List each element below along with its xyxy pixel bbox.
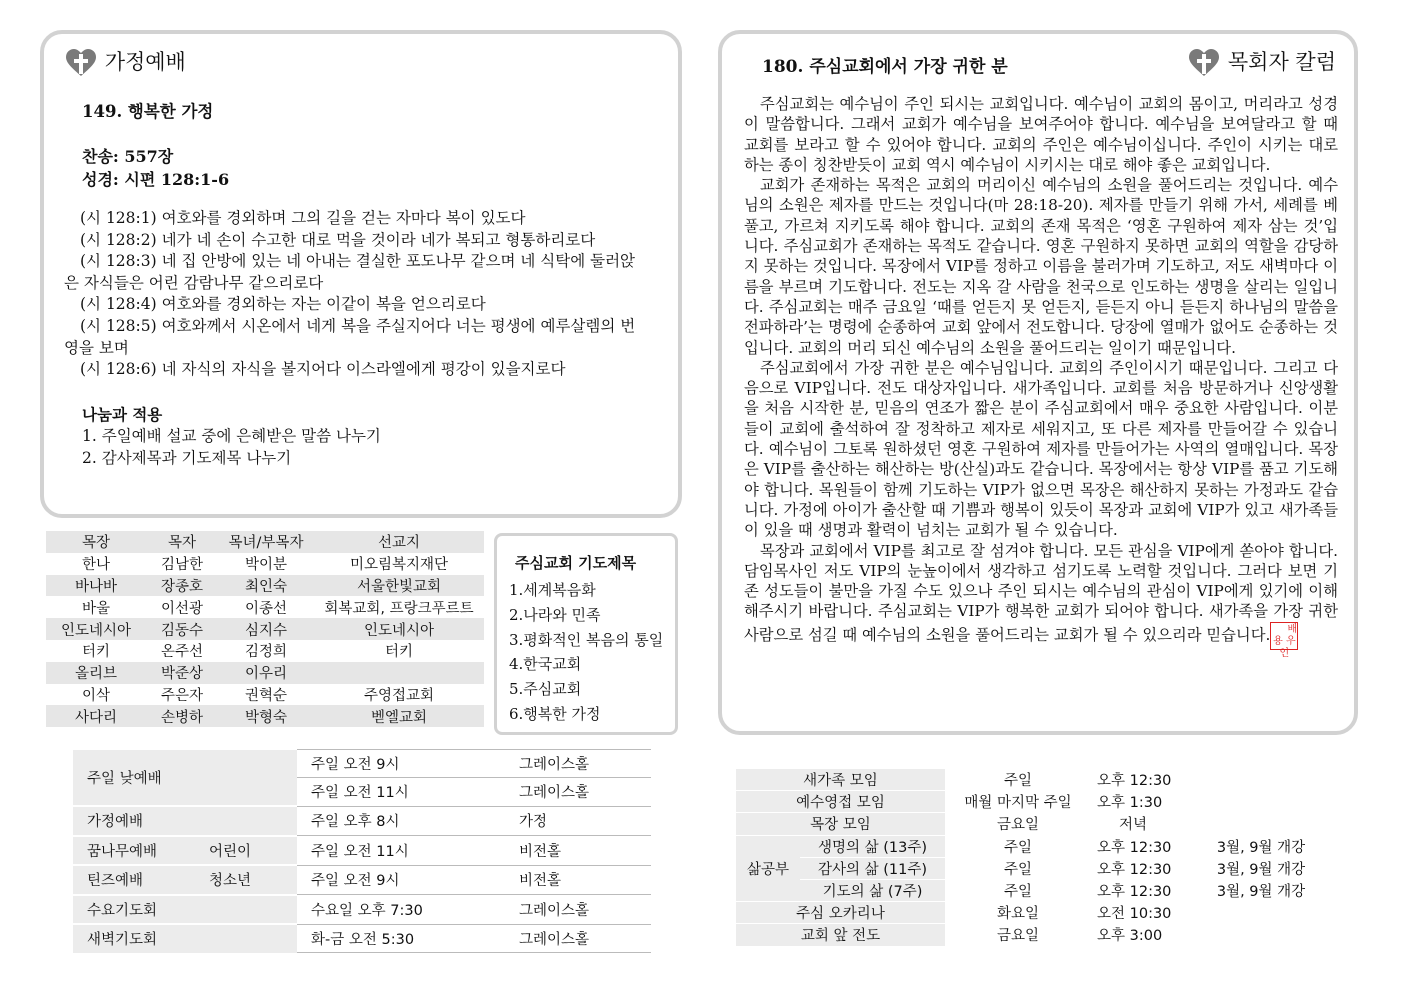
table-row	[46, 618, 484, 640]
group-time: 오전 10:30	[1091, 902, 1201, 924]
group-name: 예수영접 모임	[736, 791, 945, 813]
service-time: 수요일 오후 7:30	[297, 895, 505, 925]
worship-schedule-table	[73, 748, 651, 953]
sharing-title: 나눔과 적용	[82, 404, 163, 424]
verse-list	[64, 208, 636, 381]
service-name: 새벽기도회	[73, 924, 195, 953]
mokja-cell: 심지수	[218, 618, 314, 640]
service-name: 가정예배	[73, 806, 195, 836]
mokjang-table	[46, 531, 484, 727]
column-body	[744, 94, 1338, 659]
life-study-label: 삶공부	[736, 835, 800, 902]
mokja-cell: 박형숙	[218, 705, 314, 727]
family-worship-label: 가정예배	[104, 50, 186, 74]
group-note	[1201, 791, 1321, 813]
group-day: 주일	[945, 857, 1091, 879]
mokjang-cell: 올리브	[46, 662, 146, 684]
mission-cell: 인도네시아	[314, 618, 484, 640]
mission-cell: 터키	[384, 644, 413, 661]
prayer-list	[509, 578, 663, 727]
service-sub: 어린이	[195, 836, 297, 866]
table-row	[46, 553, 484, 575]
mokja-cell: 이종선	[244, 600, 288, 617]
group-day: 주일	[945, 769, 1091, 791]
service-place: 그레이스홀	[505, 924, 651, 953]
mission-cell	[314, 662, 484, 684]
group-time: 저녁	[1091, 813, 1201, 835]
mokjang-cell: 인도네시아	[46, 618, 146, 640]
group-name: 목장 모임	[736, 813, 945, 835]
group-note: 3월, 9월 개강	[1201, 879, 1321, 901]
prayer-title: 주심교회 기도제목	[515, 554, 637, 572]
table-row	[46, 596, 484, 618]
mission-cell: 미오림복지재단	[349, 557, 449, 574]
family-worship-header	[64, 46, 186, 78]
table-row	[46, 684, 484, 706]
group-note: 3월, 9월 개강	[1201, 857, 1321, 879]
mokja-cell: 장종호	[146, 575, 218, 597]
group-time: 오후 12:30	[1091, 769, 1201, 791]
group-time: 오후 1:30	[1091, 791, 1201, 813]
mokja-cell: 이선광	[160, 600, 204, 617]
mokja-cell: 박이분	[244, 557, 288, 574]
column-paragraph-1: 주심교회는 예수님이 주인 되시는 교회입니다. 예수님이 교회의 몸이고, 머리라고 성경이 말씀합니다. 그래서 교회가 예수님을 보여주어야 합니다. 예수님을 보여달라고 할 때 교회를 보라고 할 수 있어야 합니다. 교회의 주인은 예수님이십니다. 주인이 시키는 대로 하는 종이 칭찬받듯이 교회 역시 예수님이 시키시는 대로 해야 좋은 교회입니다.	[744, 95, 1338, 174]
service-name: 주일 낮예배	[73, 749, 195, 806]
list-item: 1.세계복음화	[509, 581, 596, 599]
group-note	[1201, 769, 1321, 791]
pastor-column-header	[1187, 46, 1336, 78]
group-day: 주일	[945, 879, 1091, 901]
mokja-cell: 주은자	[160, 687, 204, 704]
verse-2: (시 128:2) 네가 네 손이 수고한 대로 먹을 것이라 네가 복되고 형통하리로다	[80, 230, 596, 249]
column-header: 목장	[46, 531, 146, 553]
column-header: 목자	[146, 531, 218, 553]
table-row	[736, 902, 1321, 924]
mokjang-cell: 한나	[81, 557, 110, 574]
group-name: 감사의 삶 (11주)	[800, 857, 945, 879]
table-row	[736, 769, 1321, 791]
group-day: 화요일	[945, 902, 1091, 924]
group-time: 오후 3:00	[1091, 924, 1201, 946]
service-sub: 청소년	[195, 865, 297, 895]
mokja-cell: 박준상	[146, 662, 218, 684]
hymn-label: 찬송: 557장	[82, 147, 174, 166]
group-note	[1201, 813, 1321, 835]
sharing-item: 1. 주일예배 설교 중에 은혜받은 말씀 나누기	[82, 426, 381, 445]
mission-cell: 주영접교회	[363, 687, 435, 704]
verse-3: (시 128:3) 네 집 안방에 있는 네 아내는 결실한 포도나무 같으며 네 식탁에 둘러앉은 자식들은 어린 감람나무 같으리로다	[64, 252, 636, 292]
small-groups-table	[736, 768, 1321, 946]
pastor-column-box	[718, 30, 1358, 735]
table-row	[73, 806, 651, 836]
mokjang-cell: 사다리	[46, 705, 146, 727]
list-item: 4.한국교회	[509, 655, 582, 674]
service-sub	[195, 806, 297, 836]
prayer-topics-box	[494, 533, 678, 735]
group-time: 오후 12:30	[1091, 835, 1201, 857]
group-day: 주일	[945, 835, 1091, 857]
service-sub	[195, 895, 297, 925]
service-place: 그레이스홀	[505, 749, 651, 778]
column-paragraph-2: 교회가 존재하는 목적은 교회의 머리이신 예수님의 소원을 풀어드리는 것입니다. 예수님의 소원은 제자를 만드는 것입니다(마 28:18-20). 제자를 만들기 위해 가서, 세례를 베풀고, 가르쳐 지키도록 해야 합니다. 교회의 존재 목적은 ‘영혼 구원하여 제자 삼는 것’입니다. 주심교회가 존재하는 목적도 같습니다. 영혼 구원하지 못하면 교회의 역할을 감당하지 못하는 것입니다. 목장에서 VIP를 정하고 이름을 불러가며 기도하고, 저도 새벽마다 이름을 부르며 기도합니다. 전도는 지옥 갈 사람을 천국으로 인도하는 생명을 살리는 일입니다. 주심교회는 매주 금요일 ‘때를 얻든지 못 얻든지, 듣든지 아니 듣든지 하나님의 말씀을 전파하라’는 명령에 순종하여 교회 앞에서 전도합니다. 당장에 열매가 없어도 순종하는 것입니다. 교회의 머리 되신 예수님의 소원을 풀어드리는 일이기 때문입니다.	[744, 176, 1338, 357]
verse-5: (시 128:5) 여호와께서 시온에서 네게 복을 주실지어다 너는 평생에 예루살렘의 번영을 보며	[64, 316, 636, 357]
group-day: 금요일	[945, 924, 1091, 946]
column-paragraph-4	[744, 541, 1338, 659]
service-place: 그레이스홀	[505, 895, 651, 925]
mokjang-cell: 바나바	[46, 575, 146, 597]
list-item: 5.주심교회	[509, 680, 582, 699]
service-time: 주일 오후 8시	[297, 806, 505, 836]
list-item: 6.행복한 가정	[509, 704, 601, 723]
service-time: 주일 오전 11시	[297, 836, 505, 866]
service-sub	[195, 924, 297, 953]
service-place: 그레이스홀	[505, 778, 651, 807]
verse-6: (시 128:6) 네 자식의 자식을 볼지어다 이스라엘에게 평강이 있을지로다	[80, 360, 566, 379]
table-row	[46, 705, 484, 727]
table-row	[736, 813, 1321, 835]
column-title: 180. 주심교회에서 가장 귀한 분	[762, 57, 1008, 77]
group-name: 기도의 삶 (7주)	[800, 879, 945, 901]
heart-cross-icon	[1187, 48, 1221, 78]
service-name: 수요기도회	[73, 895, 195, 925]
table-header-row	[46, 531, 484, 553]
service-place: 비전홀	[505, 836, 651, 866]
table-row	[736, 857, 1321, 879]
service-place: 가정	[505, 806, 651, 836]
service-time: 화-금 오전 5:30	[297, 924, 505, 953]
table-row	[736, 791, 1321, 813]
sharing-item: 2. 감사제목과 기도제목 나누기	[82, 448, 292, 467]
mokja-cell: 김남한	[160, 557, 204, 574]
group-name: 생명의 삶 (13주)	[800, 835, 945, 857]
seal-stamp: 배용 우인	[1270, 622, 1298, 650]
table-row	[736, 835, 1321, 857]
column-header: 목녀/부목자	[218, 531, 314, 553]
group-note	[1201, 902, 1321, 924]
scripture-label: 성경: 시편 128:1-6	[82, 170, 230, 189]
table-row	[46, 575, 484, 597]
mokja-cell: 온주선	[160, 644, 204, 661]
column-paragraph-4-text: 목장과 교회에서 VIP를 최고로 잘 섬겨야 합니다. 모든 관심을 VIP에게 쏟아야 합니다. 담임목사인 저도 VIP의 눈높이에서 생각하고 섬기도록 노력할 것입니다. 그러다 보면 기존 성도들이 불만을 가질 수도 있으나 주인 되시는 예수님의 관심이 VIP에게 있기에 이해해주시기 바랍니다. 주심교회는 VIP가 행복한 교회가 되어야 합니다. 새가족을 가장 귀한 사람으로 섬길 때 예수님의 소원을 풀어드리는 교회가 될 수 있으리라 믿습니다.	[744, 541, 1338, 644]
pastor-column-label: 목회자 칼럼	[1227, 50, 1336, 74]
mokjang-cell: 이삭	[81, 687, 110, 704]
column-header: 선교지	[314, 531, 484, 553]
table-row	[73, 749, 651, 778]
service-time: 주일 오전 9시	[297, 749, 505, 778]
group-name: 새가족 모임	[736, 769, 945, 791]
column-paragraph-3: 주심교회에서 가장 귀한 분은 예수님입니다. 교회의 주인이시기 때문입니다. 그리고 다음으로 VIP입니다. 전도 대상자입니다. 새가족입니다. 교회를 처음 방문하거나 신앙생활을 처음 시작한 분, 믿음의 연조가 짧은 분이 주심교회에서 매우 중요한 사람입니다. 이분들이 교회에 출석하여 잘 정착하고 제자로 세워지고, 또 다른 제자를 만들어갈 수 있습니다. 예수님이 그토록 원하셨던 영혼 구원하여 제자를 만들어가는 사역의 열매입니다. 목장은 VIP를 출산하는 해산하는 방(산실)과도 같습니다. 목장에서는 항상 VIP를 품고 기도해야 합니다. 목원들이 함께 기도하는 VIP가 없으면 목장은 해산하지 못하는 가정과도 같습니다. 가정에 아이가 출산할 때 기쁨과 행복이 있듯이 목장과 교회에 VIP가 있고 새가족들이 있을 때 생명과 활력이 넘치는 교회가 될 수 있습니다.	[744, 358, 1338, 540]
service-place: 비전홀	[505, 865, 651, 895]
table-row	[73, 924, 651, 953]
mokjang-cell: 바울	[81, 600, 110, 617]
table-row	[46, 640, 484, 662]
mokja-cell: 이우리	[218, 662, 314, 684]
table-row	[73, 865, 651, 895]
sharing-list	[82, 425, 672, 469]
group-day: 금요일	[945, 813, 1091, 835]
group-time: 오후 12:30	[1091, 879, 1201, 901]
group-note: 3월, 9월 개강	[1201, 835, 1321, 857]
table-row	[736, 879, 1321, 901]
service-time: 주일 오전 11시	[297, 778, 505, 807]
verse-4: (시 128:4) 여호와를 경외하는 자는 이같이 복을 얻으리로다	[80, 295, 486, 314]
mission-cell: 서울한빛교회	[314, 575, 484, 597]
list-item: 2.나라와 민족	[509, 605, 601, 624]
mokja-cell: 손병하	[146, 705, 218, 727]
family-worship-box	[40, 30, 682, 518]
group-time: 오후 12:30	[1091, 857, 1201, 879]
family-title: 149. 행복한 가정	[82, 102, 214, 121]
table-row	[73, 836, 651, 866]
verse-1: (시 128:1) 여호와를 경외하며 그의 길을 걷는 자마다 복이 있도다	[80, 209, 526, 227]
service-sub	[195, 749, 297, 806]
mokja-cell: 김정희	[244, 644, 288, 661]
table-row	[73, 895, 651, 925]
mission-cell: 회복교회, 프랑크푸르트	[324, 600, 474, 617]
mokja-cell: 김동수	[146, 618, 218, 640]
mokja-cell: 최인숙	[218, 575, 314, 597]
list-item: 3.평화적인 복음의 통일	[509, 630, 664, 649]
table-row	[736, 924, 1321, 946]
service-name: 틴즈예배	[73, 865, 195, 895]
table-row	[46, 662, 484, 684]
mokja-cell: 권혁순	[244, 687, 288, 704]
mission-cell: 벧엘교회	[314, 705, 484, 727]
group-day: 매월 마지막 주일	[945, 791, 1091, 813]
mokjang-cell: 터키	[81, 644, 110, 661]
service-name: 꿈나무예배	[73, 836, 195, 866]
group-name: 주심 오카리나	[736, 902, 945, 924]
service-time: 주일 오전 9시	[297, 865, 505, 895]
group-note	[1201, 924, 1321, 946]
group-name: 교회 앞 전도	[736, 924, 945, 946]
heart-cross-icon	[64, 48, 98, 78]
